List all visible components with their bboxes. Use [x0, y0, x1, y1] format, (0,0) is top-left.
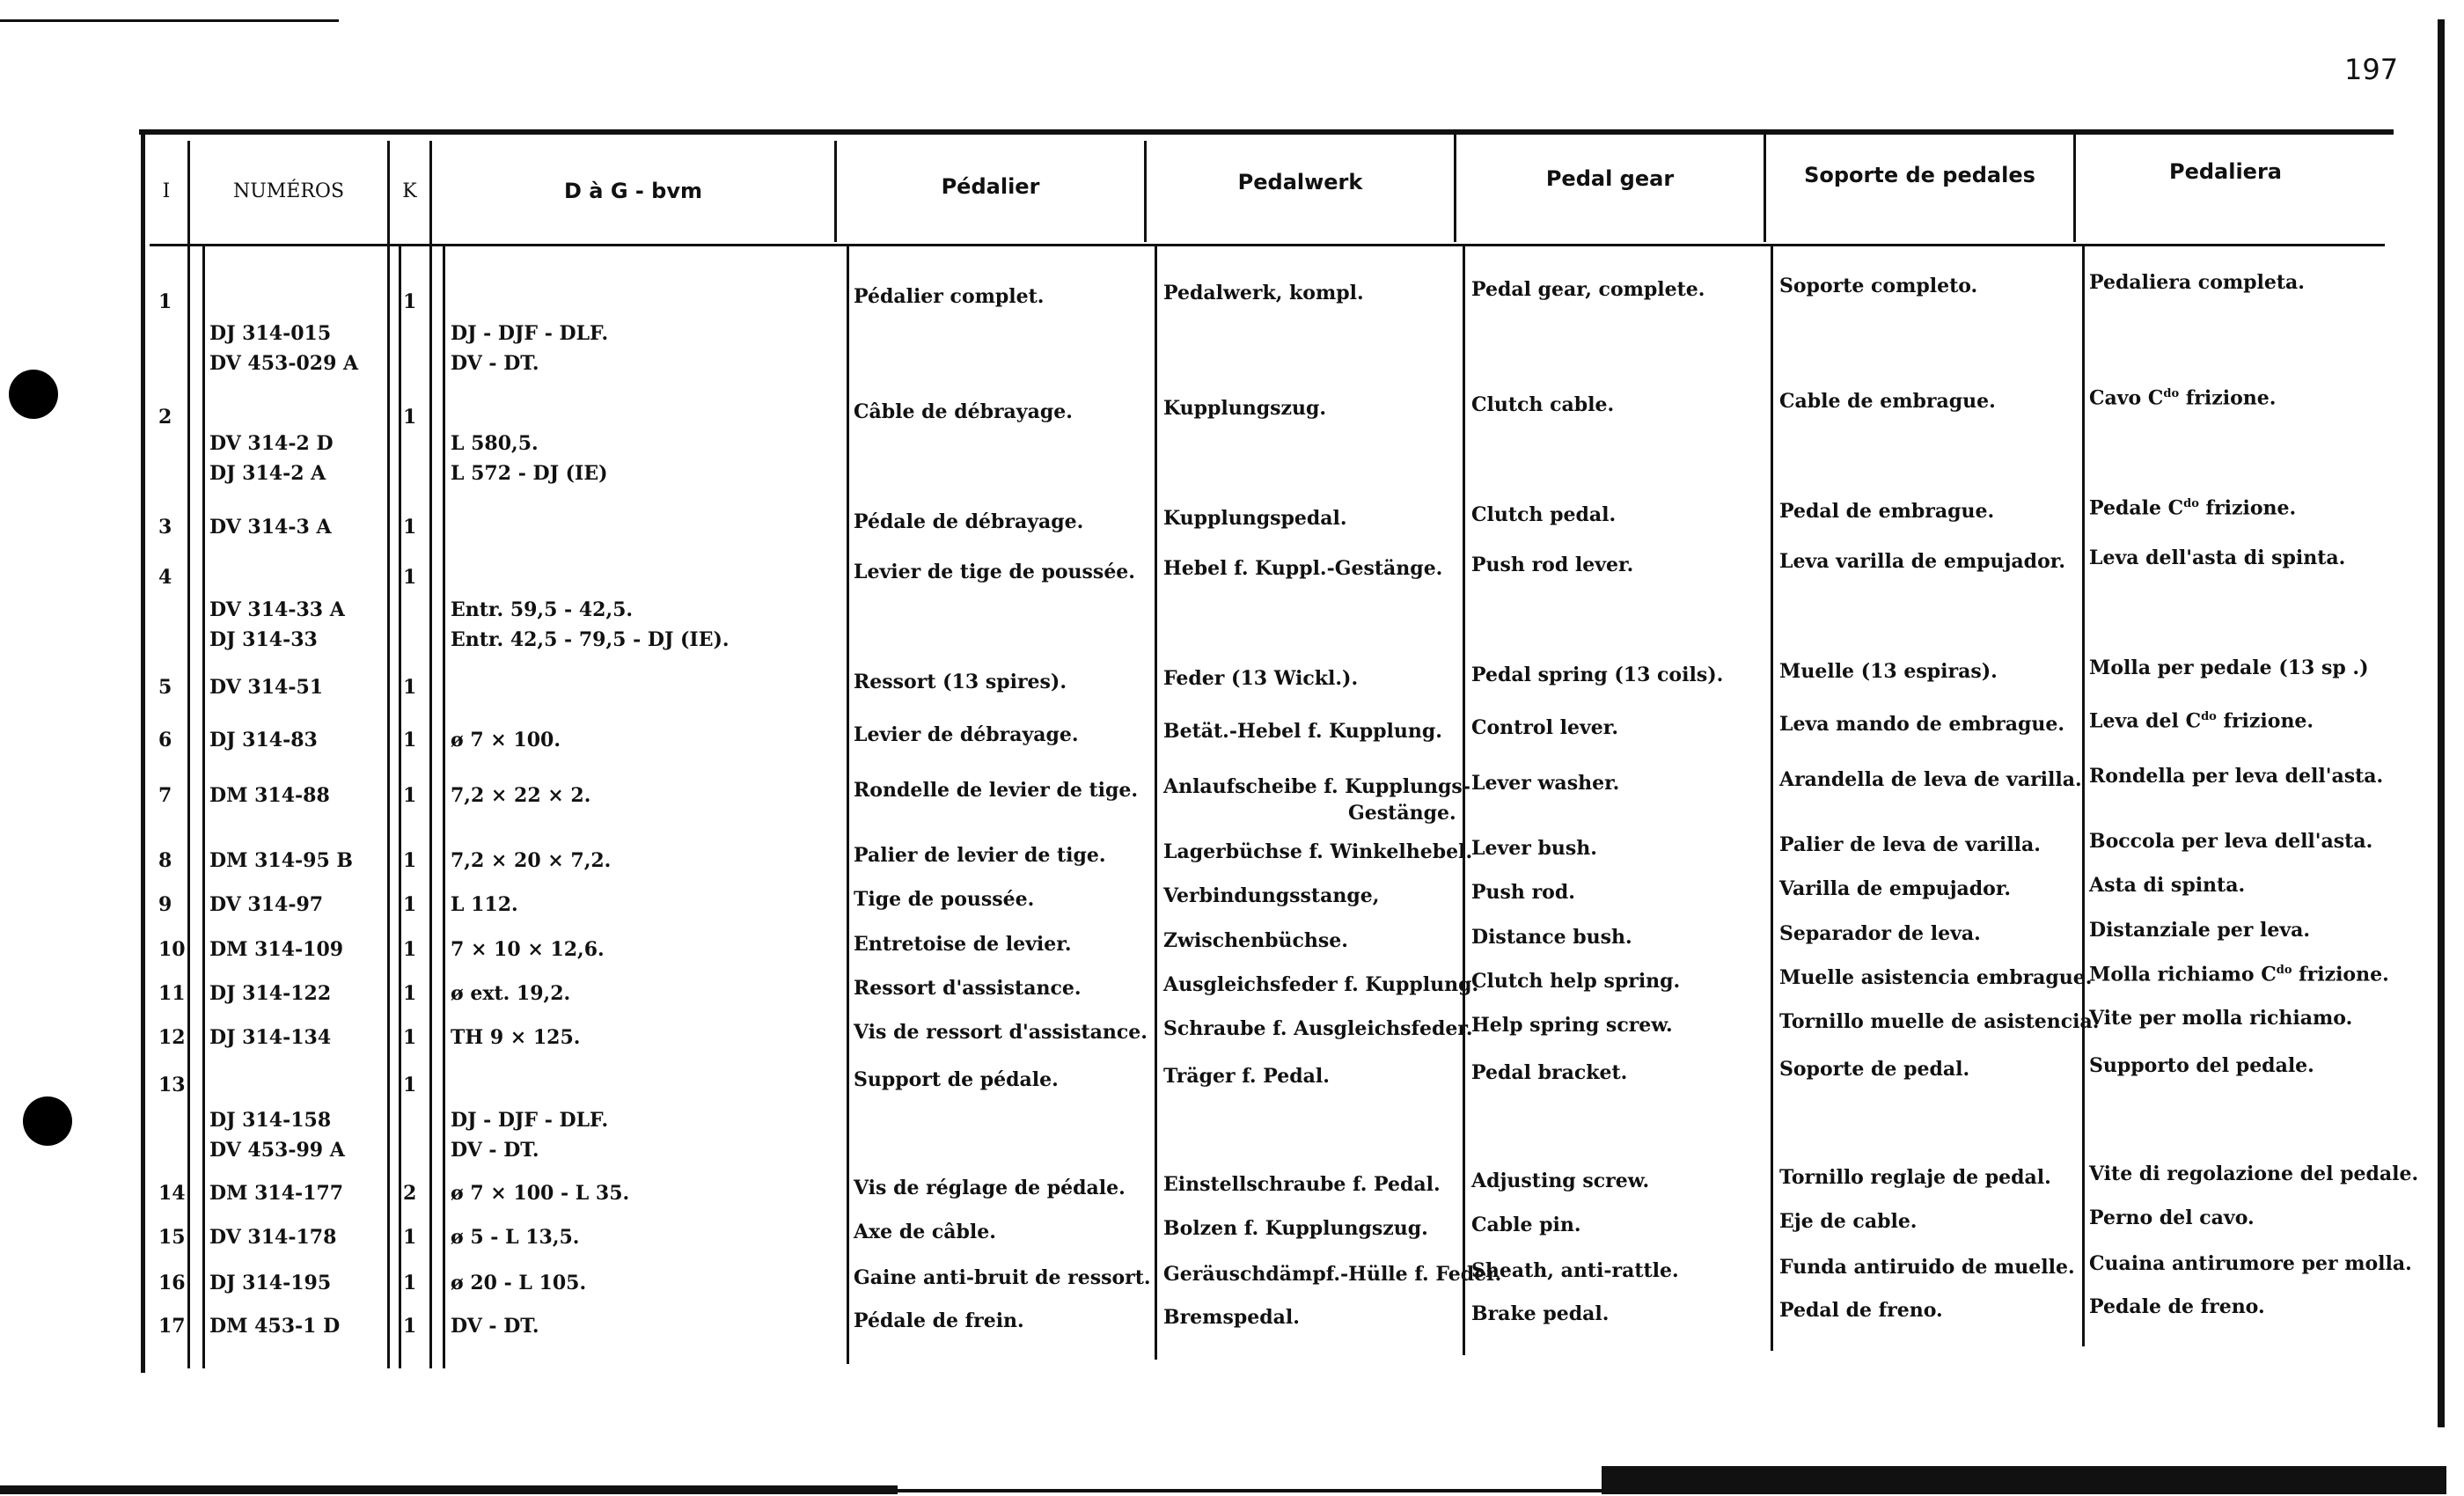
header-part-numbers: NUMÉROS: [232, 180, 345, 202]
description-es: Muelle asistencia embrague.: [1779, 966, 2093, 989]
description-es: Soporte completo.: [1779, 275, 1978, 297]
row-index: 8: [158, 849, 172, 872]
variant-note: L 572 - DJ (IE): [451, 462, 608, 485]
dimension-note: 7 × 10 × 12,6.: [451, 938, 605, 961]
part-number: DJ 314-83: [209, 729, 318, 752]
part-number: DM 314-95 B: [209, 849, 354, 872]
description-en: Pedal gear, complete.: [1471, 278, 1705, 301]
dimension-note: ø 20 - L 105.: [451, 1272, 587, 1294]
quantity: 1: [403, 290, 417, 313]
description-fr: Axe de câble.: [854, 1221, 996, 1243]
description-en: Help spring screw.: [1471, 1014, 1673, 1037]
row-index: 17: [158, 1315, 186, 1338]
part-number: DJ 314-122: [209, 982, 332, 1005]
description-es: Leva varilla de empujador.: [1779, 550, 2065, 573]
description-en: Distance bush.: [1471, 926, 1632, 949]
part-number: DJ 314-134: [209, 1026, 332, 1049]
description-de: Kupplungspedal.: [1163, 507, 1347, 530]
description-en: Cable pin.: [1471, 1214, 1581, 1236]
variant-note: DJ - DJF - DLF.: [451, 1109, 609, 1132]
row-index: 3: [158, 516, 172, 539]
description-it: Cavo $C^{do}$ frizione.: [2089, 386, 2277, 410]
description-fr: Tige de poussée.: [854, 888, 1035, 911]
variant-note: DV - DT.: [451, 352, 539, 375]
description-en: Sheath, anti-rattle.: [1471, 1259, 1679, 1282]
description-fr: Pédale de frein.: [854, 1309, 1024, 1332]
header-bottom-border: [150, 244, 2385, 246]
description-fr: Entretoise de levier.: [854, 933, 1072, 956]
row-index: 1: [158, 290, 172, 313]
dimension-note: ø 7 × 100 - L 35.: [451, 1182, 630, 1205]
bottom-rule: [0, 1485, 898, 1494]
description-de: Zwischenbüchse.: [1163, 929, 1348, 952]
description-en: Pedal spring (13 coils).: [1471, 664, 1724, 686]
row-index: 4: [158, 566, 172, 589]
row-index: 16: [158, 1272, 186, 1294]
description-it: Vite per molla richiamo.: [2089, 1007, 2353, 1030]
description-de: Hebel f. Kuppl.-Gestänge.: [1163, 557, 1443, 580]
description-it: Leva del $C^{do}$ frizione.: [2089, 709, 2314, 733]
bottom-rule: [1602, 1466, 2446, 1494]
description-es: Arandella de leva de varilla.: [1779, 768, 2082, 791]
page-number: 197: [2344, 53, 2399, 86]
column-divider: [1463, 246, 1465, 1355]
description-it: Vite di regolazione del pedale.: [2089, 1162, 2419, 1185]
description-en: Control lever.: [1471, 716, 1618, 739]
description-fr: Ressort d'assistance.: [854, 977, 1082, 1000]
part-number: DV 314-51: [209, 676, 324, 699]
quantity: 1: [403, 1272, 417, 1294]
description-es: Pedal de freno.: [1779, 1299, 1943, 1322]
description-fr: Levier de tige de poussée.: [854, 561, 1135, 583]
top-left-rule: [0, 19, 339, 22]
row-index: 10: [158, 938, 186, 961]
description-en: Clutch help spring.: [1471, 970, 1681, 993]
description-fr: Câble de débrayage.: [854, 400, 1073, 423]
row-index: 6: [158, 729, 172, 752]
description-fr: Gaine anti-bruit de ressort.: [854, 1266, 1151, 1289]
header-quantity: K: [402, 180, 417, 202]
quantity: 1: [403, 893, 417, 916]
dimension-note: 7,2 × 22 × 2.: [451, 784, 591, 807]
variant-part-number: DV 453-029 A: [209, 352, 359, 375]
variant-note: Entr. 42,5 - 79,5 - DJ (IE).: [451, 628, 730, 651]
part-number: DM 314-109: [209, 938, 344, 961]
description-es: Tornillo reglaje de pedal.: [1779, 1166, 2051, 1189]
quantity: 1: [403, 938, 417, 961]
description-en: Lever bush.: [1471, 837, 1597, 860]
header-item-index: I: [162, 180, 171, 202]
part-number: DJ 314-195: [209, 1272, 332, 1294]
table-top-border: [139, 129, 2394, 135]
description-en: Clutch pedal.: [1471, 503, 1617, 526]
description-es: Soporte de pedal.: [1779, 1058, 1970, 1081]
header-spanish: Soporte de pedales: [1804, 163, 2035, 187]
part-number: DM 453-1 D: [209, 1315, 341, 1338]
description-es: Muelle (13 espiras).: [1779, 660, 1998, 683]
row-index: 9: [158, 893, 172, 916]
column-divider: [399, 246, 401, 1368]
quantity: 2: [403, 1182, 417, 1205]
description-fr: Pédalier complet.: [854, 285, 1045, 308]
quantity: 1: [403, 406, 417, 429]
column-divider: [443, 246, 445, 1368]
description-en: Brake pedal.: [1471, 1302, 1610, 1325]
quantity: 1: [403, 676, 417, 699]
dimension-note: ø ext. 19,2.: [451, 982, 571, 1005]
description-de: Ausgleichsfeder f. Kupplung.: [1163, 973, 1479, 996]
quantity: 1: [403, 566, 417, 589]
header-german: Pedalwerk: [1237, 170, 1363, 194]
description-it: Pedale de freno.: [2089, 1295, 2265, 1318]
variant-part-number: DJ 314-2 A: [209, 462, 326, 485]
description-de: Verbindungsstange,: [1163, 884, 1380, 907]
variant-note: Entr. 59,5 - 42,5.: [451, 598, 634, 621]
dimension-note: ø 5 - L 13,5.: [451, 1226, 580, 1249]
description-fr: Rondelle de levier de tige.: [854, 779, 1139, 802]
description-es: Leva mando de embrague.: [1779, 713, 2064, 736]
description-de: Träger f. Pedal.: [1163, 1065, 1330, 1088]
row-index: 5: [158, 676, 172, 699]
column-divider: [187, 141, 190, 1368]
description-it: Asta di spinta.: [2089, 874, 2246, 897]
quantity: 1: [403, 784, 417, 807]
quantity: 1: [403, 849, 417, 872]
quantity: 1: [403, 1074, 417, 1096]
quantity: 1: [403, 516, 417, 539]
description-de: Bolzen f. Kupplungszug.: [1163, 1217, 1428, 1240]
description-fr: Support de pédale.: [854, 1068, 1059, 1091]
description-de: Feder (13 Wickl.).: [1163, 667, 1359, 690]
part-number: DV 314-3 A: [209, 516, 332, 539]
description-it: Rondella per leva dell'asta.: [2089, 765, 2384, 788]
description-en: Push rod lever.: [1471, 554, 1634, 576]
description-es: Eje de cable.: [1779, 1210, 1918, 1233]
description-it: Pedaliera completa.: [2089, 271, 2305, 294]
part-number: DM 314-177: [209, 1182, 344, 1205]
row-index: 2: [158, 406, 172, 429]
bottom-rule: [898, 1489, 1602, 1492]
punch-hole: [9, 370, 58, 419]
description-fr: Pédale de débrayage.: [854, 510, 1084, 533]
description-it: Leva dell'asta di spinta.: [2089, 546, 2346, 569]
description-en: Adjusting screw.: [1471, 1170, 1650, 1192]
quantity: 1: [403, 1026, 417, 1049]
description-fr: Levier de débrayage.: [854, 723, 1079, 746]
row-index: 13: [158, 1074, 186, 1096]
description-it: Boccola per leva dell'asta.: [2089, 830, 2373, 853]
description-es: Tornillo muelle de asistencia.: [1779, 1010, 2100, 1033]
variant-part-number: DJ 314-158: [209, 1109, 332, 1132]
quantity: 1: [403, 729, 417, 752]
column-divider: [1771, 246, 1773, 1351]
description-de-continuation: Gestänge.: [1348, 802, 1456, 825]
description-fr: Ressort (13 spires).: [854, 671, 1067, 693]
part-number: DV 314-97: [209, 893, 324, 916]
right-edge-rule: [2438, 19, 2445, 1427]
quantity: 1: [403, 982, 417, 1005]
row-index: 12: [158, 1026, 186, 1049]
description-it: Perno del cavo.: [2089, 1206, 2255, 1229]
column-divider: [2073, 132, 2076, 242]
variant-note: L 580,5.: [451, 432, 539, 455]
description-de: Geräuschdämpf.-Hülle f. Feder.: [1163, 1263, 1502, 1286]
description-es: Cable de embrague.: [1779, 390, 1996, 413]
quantity: 1: [403, 1315, 417, 1338]
description-es: Funda antiruido de muelle.: [1779, 1256, 2075, 1279]
table-left-border: [141, 132, 145, 1373]
dimension-note: 7,2 × 20 × 7,2.: [451, 849, 612, 872]
part-number: DV 314-178: [209, 1226, 337, 1249]
column-divider: [1155, 246, 1157, 1360]
variant-part-number: DV 314-2 D: [209, 432, 334, 455]
row-index: 11: [158, 982, 186, 1005]
column-divider: [847, 246, 849, 1364]
column-divider: [2082, 246, 2085, 1346]
description-fr: Vis de ressort d'assistance.: [854, 1021, 1148, 1044]
quantity: 1: [403, 1226, 417, 1249]
description-en: Clutch cable.: [1471, 393, 1615, 416]
header-french: Pédalier: [941, 174, 1040, 199]
description-de: Schraube f. Ausgleichsfeder.: [1163, 1017, 1473, 1040]
description-de: Bremspedal.: [1163, 1306, 1300, 1329]
row-index: 14: [158, 1182, 186, 1205]
column-divider: [202, 246, 205, 1368]
variant-part-number: DJ 314-33: [209, 628, 318, 651]
description-it: Cuaina antirumore per molla.: [2089, 1252, 2412, 1275]
description-es: Varilla de empujador.: [1779, 877, 2012, 900]
description-de: Kupplungszug.: [1163, 397, 1327, 420]
description-en: Pedal bracket.: [1471, 1061, 1628, 1084]
row-index: 15: [158, 1226, 186, 1249]
description-de: Pedalwerk, kompl.: [1163, 282, 1364, 304]
description-de: Einstellschraube f. Pedal.: [1163, 1173, 1441, 1196]
description-it: Pedale $C^{do}$ frizione.: [2089, 496, 2297, 520]
variant-note: DV - DT.: [451, 1139, 539, 1162]
variant-part-number: DV 453-99 A: [209, 1139, 345, 1162]
variant-part-number: DV 314-33 A: [209, 598, 345, 621]
variant-part-number: DJ 314-015: [209, 322, 332, 345]
variant-note: DJ - DJF - DLF.: [451, 322, 609, 345]
dimension-note: ø 7 × 100.: [451, 729, 561, 752]
description-it: Molla per pedale (13 sp .): [2089, 656, 2369, 679]
description-fr: Vis de réglage de pédale.: [854, 1177, 1126, 1199]
column-divider: [429, 141, 432, 1368]
header-dimensions: D à G - bvm: [563, 179, 703, 203]
dimension-note: L 112.: [451, 893, 518, 916]
description-it: Supporto del pedale.: [2089, 1054, 2314, 1077]
description-de: Lagerbüchse f. Winkelhebel.: [1163, 840, 1473, 863]
description-es: Separador de leva.: [1779, 922, 1981, 945]
description-it: Molla richiamo $C^{do}$ frizione.: [2089, 963, 2389, 986]
description-en: Push rod.: [1471, 881, 1575, 904]
part-number: DM 314-88: [209, 784, 330, 807]
description-es: Palier de leva de varilla.: [1779, 833, 2041, 856]
header-english: Pedal gear: [1545, 166, 1675, 191]
description-es: Pedal de embrague.: [1779, 500, 1995, 523]
row-index: 7: [158, 784, 172, 807]
header-italian: Pedaliera: [2168, 159, 2282, 184]
description-de: Betät.-Hebel f. Kupplung.: [1163, 720, 1442, 743]
dimension-note: TH 9 × 125.: [451, 1026, 581, 1049]
description-de: Anlaufscheibe f. Kupplungs-: [1163, 775, 1470, 798]
column-divider: [387, 141, 390, 1368]
description-fr: Palier de levier de tige.: [854, 844, 1106, 867]
punch-hole: [23, 1096, 72, 1146]
dimension-note: DV - DT.: [451, 1315, 539, 1338]
description-en: Lever washer.: [1471, 772, 1620, 795]
description-it: Distanziale per leva.: [2089, 919, 2311, 942]
